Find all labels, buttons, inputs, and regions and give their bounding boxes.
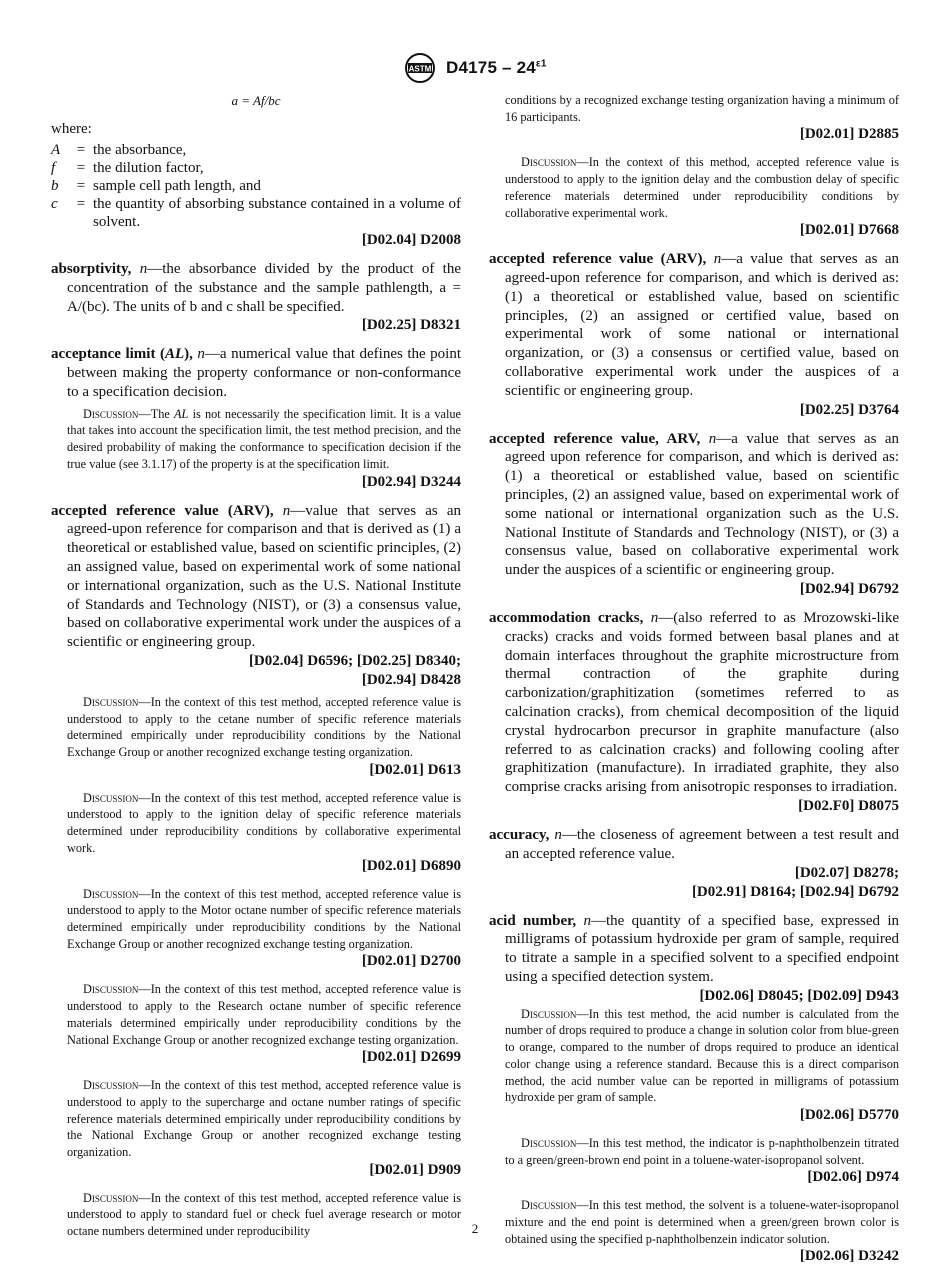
variable-row: f = the dilution factor, <box>51 160 204 176</box>
reference: [D02.F0] D8075 <box>798 797 899 814</box>
discussion: Discussion—In the context of this test method, accepted reference value is understood to apply to the supercharge and octane number ratings of specific reference materials determined empirically under reproducibility conditions by the National Exchange Group or another recognized exchange testing organization. [D02.01] D909 <box>67 1078 461 1178</box>
svg-text:ASTM: ASTM <box>408 64 432 74</box>
page-header <box>0 52 950 86</box>
term-accommodation-cracks: accommodation cracks, n—(also referred to as Mrozowski-like cracks) cracks and voids formed between basal planes and at domain interfaces throughout the graphite microstructure from thermal contraction of the graphite during carbonization/graphitization (sometimes referred to as calcination cracks), from chemical decomposition of the liquid crystal hydrocarbon precursor in graphite manufacture (also referred to as calcination cracks) and following cooling after graphitization (manufacture). In irradiated graphite, they also comprise cracks arising from anisotropic responses to irradiation. [D02.F0] D8075 <box>489 609 900 814</box>
reference: [D02.91] D8164; [D02.94] D6792 <box>691 883 899 900</box>
discussion: Discussion—In the context of this test method, accepted reference value is understood to apply to the Research octane number of specific reference materials determined empirically under reproducibility conditions by the National Exchange Group or another recognized exchange testing organization. [D02.01] D2699 <box>67 982 461 1066</box>
reference: [D02.06] D8045; [D02.09] D943 <box>699 987 899 1004</box>
discussion: Discussion—In this test method, the indicator is p-naphtholbenzein titrated to a green/green-brown end point in a toluene-water-isopropanol solvent. [D02.06] D974 <box>505 1135 899 1186</box>
document-designation: $D4175 - 24^{\varepsilon 1}$ <box>446 58 547 77</box>
variable-row: b = sample cell path length, and <box>51 178 261 194</box>
reference: [D02.94] D6792 <box>799 580 899 597</box>
term-acceptance-limit: acceptance limit (AL), n—a numerical value that defines the point between making the property conformance or non-conformance to a specification decision. <box>51 346 461 400</box>
equation: a = Af/bc <box>231 93 281 108</box>
astm-logo-icon <box>400 52 440 84</box>
reference: [D02.25] D3764 <box>799 401 899 418</box>
term-absorptivity: absorptivity, n—the absorbance divided by the product of the concentration of the substance and the sample pathlength, a = A/(bc). The units of b and c shall be specified. [D02.25] D8321 <box>51 261 462 334</box>
right-column <box>489 92 899 1266</box>
reference: [D02.01] D6890 <box>361 857 461 874</box>
discussion: Discussion—In the context of this test method, accepted reference value is understood to apply to the Motor octane number of specific reference materials determined empirically under reproducibility conditions by the National Exchange Group or another recognized exchange testing organization. [D02.01] D2700 <box>67 886 461 970</box>
discussion: Discussion—In this test method, the solvent is a toluene-water-isopropanol mixture and the end point is determined when a green/green brown color is obtained using the specified p-naphtholbenzein indicator solution. [D02.06] D3242 <box>505 1198 899 1265</box>
variable-row: A = the absorbance, <box>51 142 187 158</box>
discussion: Discussion—In the context of this method, accepted reference value is understood to apply to the ignition delay and the combustion delay of specific reference materials determined under reproducibility conditions by collaborative experimental work. [D02.01] D7668 <box>505 155 899 239</box>
variable-list <box>51 141 461 231</box>
reference: [D02.94] D8428 <box>361 671 461 688</box>
reference: [D02.06] D5770 <box>799 1106 899 1123</box>
discussion: Discussion—In this test method, the acid number is calculated from the number of drops required to produce a change in solution color from blue-green to orange, compared to the number of drops required to produce an identical color change using a reference standard. Because this is a direct comparison method, the acid number value can be reported in milligrams of potassium hydroxide per gram of sample. [D02.06] D5770 <box>505 1006 899 1123</box>
reference: [D02.07] D8278; <box>794 864 899 881</box>
where-label: where: <box>51 121 92 137</box>
reference: [D02.06] D3242 <box>799 1248 899 1265</box>
reference: [D02.04] D6596; [D02.25] D8340; <box>248 652 461 669</box>
reference: [D02.06] D974 <box>807 1169 899 1186</box>
reference: [D02.01] D909 <box>369 1161 461 1178</box>
reference: [D02.01] D2885 <box>799 126 899 143</box>
reference: [D02.01] D613 <box>369 761 461 778</box>
term-accepted-reference-value: accepted reference value (ARV), n—value that serves as an agreed-upon reference for comparison and that is derived as (1) a theoretical or established value, based on scientific principles, (2) an assigned value, based on experimental work of some national or international organization, such as the U.S. National Institute of Standards and Technology (NIST), or (3) a consensus value, based on collaborative experimental work under the auspices of a scientific or engineering group. [D02.04] D6596; [D02.25] D8340; [D02.94] D8428 <box>51 502 462 688</box>
discussion-continued: conditions by a recognized exchange testing organization having a minimum of 16 participants. [D02.01] D2885 <box>505 93 899 143</box>
reference: [D02.94] D3244 <box>361 473 461 490</box>
left-column <box>51 92 461 1240</box>
term-accepted-reference-value: accepted reference value (ARV), n—a value that serves as an agreed-upon reference for comparison, and which is derived as: (1) a theoretical or established value, based on scientific principles, (2) an assigned or certified value, based on experimental work of some national or international organization, or (3) a consensus or certified value, based on collaborative experimental work under the auspices of a scientific or engineering group. [D02.25] D3764 <box>489 251 899 418</box>
page-number: 2 <box>471 1221 479 1236</box>
reference: [D02.01] D2700 <box>361 953 461 970</box>
reference: [D02.01] D2699 <box>361 1049 461 1066</box>
discussion: Discussion—In the context of this test method, accepted reference value is understood to apply to standard fuel or check fuel average research or motor octane numbers determined under reproducibility <box>67 1190 461 1239</box>
reference: [D02.04] D2008 <box>361 232 461 248</box>
discussion: Discussion—In the context of this test method, accepted reference value is understood to apply to the cetane number of specific reference materials determined empirically under reproducibility conditions by the National Exchange Group or another recognized exchange testing organization. [D02.01] D613 <box>67 694 461 778</box>
reference: [D02.01] D7668 <box>799 222 899 239</box>
term-accuracy: accuracy, n—the closeness of agreement between a test result and an accepted reference value. [D02.07] D8278; [D02.91] D8164; [D02.94] D6792 <box>489 826 899 900</box>
term-acid-number: acid number, n—the quantity of a specified base, expressed in milligrams of potassium hydroxide per gram of sample, required to titrate a sample in a specified solvent to a specified endpoint using a specified detection system. [D02.06] D8045; [D02.09] D943 <box>489 912 899 1004</box>
term-accepted-reference-value-arv: accepted reference value, ARV, n—a value that serves as an agreed upon reference for comparison, and which is derived as: (1) a theoretical or established value, based on scientific principles, (2) an assigned value, based on experimental work of some national or international organization such as the U.S. National Institute of Standards and Technology (NIST), or (3) a consensus value, based on collaborative experimental work under the auspices of a scientific or engineering group. [D02.94] D6792 <box>489 430 899 597</box>
reference: [D02.25] D8321 <box>361 317 461 334</box>
discussion: Discussion—The AL is not necessarily the specification limit. It is a value that takes into account the specification limit, the test method precision, and the desired probability of making the conformance to specification decision if the true value (see 3.1.17) of the property is at the specification limit. [D02.94] D3244 <box>67 406 461 490</box>
discussion: Discussion—In the context of this test method, accepted reference value is understood to apply to the ignition delay of specific reference materials determined under reproducibility conditions by collaborative experimental work. [D02.01] D6890 <box>67 790 461 874</box>
variable-row: c = the quantity of absorbing substance contained in a volume of solvent. <box>51 196 461 230</box>
